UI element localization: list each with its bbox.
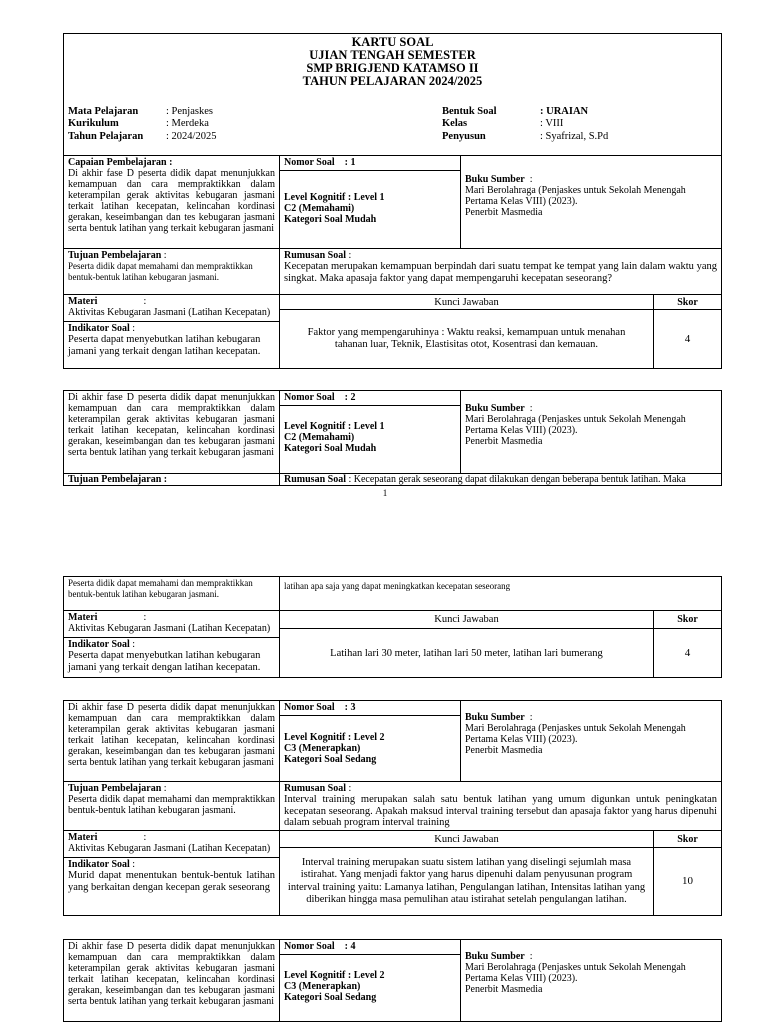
tp-text: Peserta didik dapat memahami dan mempraktikkan bentuk-bentuk latihan kebugaran jasmani. (68, 578, 253, 599)
bentuk-label: Bentuk Soal (442, 106, 497, 117)
soal1-materi-cell (63, 294, 280, 322)
materi-text: Aktivitas Kebugaran Jasmani (Latihan Kecepatan) (68, 623, 271, 634)
kurikulum-value: : Merdeka (166, 118, 209, 129)
c-level: C3 (Menerapkan) (284, 981, 361, 992)
soal2-materi-cell (63, 610, 280, 638)
nomor-value: : 3 (344, 702, 356, 713)
soal1-nomor-cell (279, 155, 461, 249)
buku-label: Buku Sumber (465, 712, 525, 723)
level-kognitif: Level Kognitif : Level 1 (284, 192, 385, 203)
kunci-text: Latihan lari 30 meter, latihan lari 50 meter, latihan lari bumerang (330, 647, 603, 659)
soal1-cp-cell (63, 155, 280, 249)
soal3-materi-cell (63, 830, 280, 858)
soal2-kunci-header: Kunci Jawaban (279, 610, 654, 629)
soal3-tp-cell: Tujuan Pembelajaran : Peserta didik dapat memahami dan mempraktikkan bentuk-bentuk latihan kebugaran jasmani. (63, 781, 280, 831)
soal3-skor-cell (653, 847, 722, 916)
soal3-indikator-cell: Indikator Soal : Murid dapat menentukan bentuk-bentuk latihan yang berkaitan dengan kecepan gerak seseorang (63, 857, 280, 916)
materi-label: Materi (68, 832, 98, 843)
soal1-skor-cell (653, 309, 722, 369)
buku-label: Buku Sumber (465, 174, 525, 185)
soal3-buku-cell (460, 700, 722, 782)
tp-text: Peserta didik dapat memahami dan mempraktikkan bentuk-bentuk latihan kebugaran jasmani. (68, 794, 275, 816)
nomor-label: Nomor Soal (284, 941, 335, 952)
soal3-cp-cell (63, 700, 280, 782)
rumusan-label: Rumusan Soal (284, 250, 346, 261)
nomor-value: : 2 (344, 392, 356, 403)
skor-value: 4 (684, 332, 691, 345)
penyusun-label: Penyusun (442, 131, 486, 142)
indikator-text: Peserta dapat menyebutkan latihan kebugaran jamani yang terkait dengan latihan kecepatan. (68, 650, 261, 673)
buku-text: Mari Berolahraga (Penjaskes untuk Sekolah Menengah Pertama Kelas VIII) (2023). (465, 723, 686, 745)
soal2-buku-cell (460, 390, 722, 474)
soal3-kunci-cell (279, 847, 654, 916)
buku-colon: : (529, 712, 533, 723)
buku-colon: : (529, 174, 533, 185)
bentuk-value: : URAIAN (540, 106, 589, 117)
tp-label: Tujuan Pembelajaran : (68, 474, 168, 485)
kelas-value: : VIII (540, 118, 564, 129)
c-level: C2 (Memahami) (284, 432, 355, 443)
soal2-skor-cell (653, 628, 722, 678)
indikator-text: Peserta dapat menyebutkan latihan kebugaran jamani yang terkait dengan latihan kecepatan. (68, 334, 261, 357)
nomor-divider (280, 715, 460, 716)
materi-text: Aktivitas Kebugaran Jasmani (Latihan Kecepatan) (68, 307, 271, 318)
cp-label: Capaian Pembelajaran : (68, 157, 173, 168)
level-kognitif: Level Kognitif : Level 1 (284, 421, 385, 432)
level-kognitif: Level Kognitif : Level 2 (284, 970, 385, 981)
c-level: C3 (Menerapkan) (284, 743, 361, 754)
c-level: C2 (Memahami) (284, 203, 355, 214)
soal1-indikator-cell: Indikator Soal : Peserta dapat menyebutkan latihan kebugaran jamani yang terkait dengan latihan kecepatan. (63, 321, 280, 369)
soal2-kunci-cell (279, 628, 654, 678)
cp-text: Di akhir fase D peserta didik dapat menunjukkan kemampuan dan cara mempraktikkan dalam keterampilan gerak aktivitas kebugaran jasmani terkait latihan kecepatan, kelincahan kordinasi gerakan, keseimbangan dan tes kebugaran jasmani serta bentuk latihan yang terkait kebugaran jasmani (68, 392, 275, 458)
kategori-soal: Kategori Soal Mudah (284, 443, 377, 454)
buku-label: Buku Sumber (465, 951, 525, 962)
soal2-skor-header: Skor (653, 610, 722, 629)
kategori-soal: Kategori Soal Sedang (284, 754, 377, 765)
buku-text: Mari Berolahraga (Penjaskes untuk Sekolah Menengah Pertama Kelas VIII) (2023). (465, 185, 686, 207)
soal1-skor-header: Skor (653, 294, 722, 310)
buku-publisher: Penerbit Masmedia (465, 436, 543, 447)
soal2-nomor-cell (279, 390, 461, 474)
soal4-cp-cell (63, 939, 280, 1022)
soal2-indikator-cell: Indikator Soal : Peserta dapat menyebutkan latihan kebugaran jamani yang terkait dengan latihan kecepatan. (63, 637, 280, 678)
title-school: SMP BRIGJEND KATAMSO II (306, 61, 479, 75)
soal3-skor-header: Skor (653, 830, 722, 848)
materi-colon: : (143, 296, 147, 307)
cp-text: Di akhir fase D peserta didik dapat menunjukkan kemampuan dan cara mempraktikkan dalam keterampilan gerak aktivitas kebugaran jasmani terkait latihan kecepatan, kelincahan kordinasi gerakan, keseimbangan dan tes kebugaran jasmani serta bentuk latihan yang terkait kebugaran jasmani (68, 702, 275, 768)
soal3-nomor-cell (279, 700, 461, 782)
nomor-value: : 1 (344, 157, 356, 168)
nomor-label: Nomor Soal (284, 157, 335, 168)
mapel-value: : Penjaskes (166, 106, 213, 117)
nomor-label: Nomor Soal (284, 392, 335, 403)
indikator-text: Murid dapat menentukan bentuk-bentuk latihan yang berkaitan dengan kecepan gerak seseorang (68, 870, 275, 893)
soal3-kunci-header: Kunci Jawaban (279, 830, 654, 848)
soal2-tp-cell (63, 576, 280, 611)
kategori-soal: Kategori Soal Mudah (284, 214, 377, 225)
materi-colon: : (143, 832, 147, 843)
title-tahun: TAHUN PELAJARAN 2024/2025 (302, 74, 483, 88)
kunci-text: Faktor yang mempengaruhinya : Waktu reaksi, kemampuan untuk menahan tahanan luar, Teknik, Elastisitas otot, Kosentrasi dan kemauan. (307, 326, 626, 350)
title-kartu-soal: KARTU SOAL (351, 35, 434, 49)
buku-text: Mari Berolahraga (Penjaskes untuk Sekolah Menengah Pertama Kelas VIII) (2023). (465, 414, 686, 436)
title-ujian: UJIAN TENGAH SEMESTER (309, 48, 476, 62)
kategori-soal: Kategori Soal Sedang (284, 992, 377, 1003)
mapel-label: Mata Pelajaran (68, 106, 139, 117)
nomor-value: : 4 (344, 941, 356, 952)
kurikulum-label: Kurikulum (68, 118, 119, 129)
tp-text: Peserta didik dapat memahami dan mempraktikkan bentuk-bentuk latihan kebugaran jasmani. (68, 261, 253, 282)
skor-value: 10 (682, 875, 693, 887)
nomor-divider (280, 405, 460, 406)
skor-value: 4 (684, 646, 691, 659)
materi-label: Materi (68, 296, 98, 307)
soal2-rumusan-cell (279, 576, 722, 611)
nomor-divider (280, 954, 460, 955)
materi-label: Materi (68, 612, 98, 623)
soal3-rumusan-cell: Rumusan Soal : Interval training merupakan salah satu bentuk latihan yang umum digunkan untuk peningkatan kecepatan seseorang. Apakah maksud interval training tersebut dan apasaja faktor yang harus dipenuhi dalam sebuah program interval training (279, 781, 722, 831)
buku-publisher: Penerbit Masmedia (465, 745, 543, 756)
cp-text: Di akhir fase D peserta didik dapat menunjukkan kemampuan dan cara mempraktikkan dalam keterampilan gerak aktivitas kebugaran jasmani terkait latihan kecepatan, kelincahan kordinasi gerakan, keseimbangan dan tes kebugaran jasmani serta bentuk latihan yang terkait kebugaran jasmani (68, 168, 275, 234)
buku-label: Buku Sumber (465, 403, 525, 414)
soal2-tp-cell-top (63, 473, 280, 486)
rumusan-text: Kecepatan merupakan kemampuan berpindah dari suatu tempat ke tempat yang lain dalam waktu yang singkat. Maka apasaja faktor yang dapat mempengaruhi kecepatan seseorang? (284, 261, 717, 284)
nomor-divider (280, 170, 460, 171)
buku-publisher: Penerbit Masmedia (465, 207, 543, 218)
kunci-text: Interval training merupakan suatu sistem latihan yang diselingi sejumlah masa istirahat. Yang menjadi faktor yang harus dipenuhi dalam penyusunan program interval training yaitu: Lamanya latihan, Pengulangan latihan, Intensitas latihan yang diberikan hingga masa pemulihan atau istirahat setelah pengulangan latihan. (287, 856, 646, 905)
header-box (63, 33, 722, 156)
materi-colon: : (143, 612, 147, 623)
buku-publisher: Penerbit Masmedia (465, 984, 543, 995)
rumusan-label: Rumusan Soal (284, 783, 346, 794)
buku-colon: : (529, 951, 533, 962)
tahun-value: : 2024/2025 (166, 131, 217, 142)
page-number: 1 (382, 488, 388, 498)
soal1-tp-cell: Tujuan Pembelajaran : Peserta didik dapat memahami dan mempraktikkan bentuk-bentuk latihan kebugaran jasmani. (63, 248, 280, 295)
level-kognitif: Level Kognitif : Level 2 (284, 732, 385, 743)
penyusun-value: : Syafrizal, S.Pd (540, 131, 609, 142)
rumusan-label: Rumusan Soal (284, 474, 346, 485)
tp-label: Tujuan Pembelajaran (68, 250, 162, 261)
rumusan-text: Interval training merupakan salah satu bentuk latihan yang umum digunkan untuk peningkatan kecepatan seseorang. Apakah maksud interval training tersebut dan apasaja faktor yang harus dipenuhi dalam sebuah program interval training (284, 794, 717, 828)
nomor-label: Nomor Soal (284, 702, 335, 713)
buku-colon: : (529, 403, 533, 414)
rumusan-text-a: : Kecepatan gerak seseorang dapat dilakukan dengan beberapa bentuk latihan. Maka (348, 474, 686, 485)
soal1-rumusan-cell: Rumusan Soal : Kecepatan merupakan kemampuan berpindah dari suatu tempat ke tempat yang lain dalam waktu yang singkat. Maka apasaja faktor yang dapat mempengaruhi kecepatan seseorang? (279, 248, 722, 295)
indikator-label: Indikator Soal (68, 323, 130, 334)
indikator-label: Indikator Soal (68, 859, 130, 870)
cp-text: Di akhir fase D peserta didik dapat menunjukkan kemampuan dan cara mempraktikkan dalam keterampilan gerak aktivitas kebugaran jasmani terkait latihan kecepatan, kelincahan kordinasi gerakan, keseimbangan dan tes kebugaran jasmani serta bentuk latihan yang terkait kebugaran jasmani (68, 941, 275, 1007)
rumusan-text-b: latihan apa saja yang dapat meningkatkan kecepatan seseorang (284, 581, 511, 591)
soal1-buku-cell (460, 155, 722, 249)
materi-text: Aktivitas Kebugaran Jasmani (Latihan Kecepatan) (68, 843, 271, 854)
soal2-cp-cell (63, 390, 280, 474)
soal2-rumusan-cell-top (279, 473, 722, 486)
buku-text: Mari Berolahraga (Penjaskes untuk Sekolah Menengah Pertama Kelas VIII) (2023). (465, 962, 686, 984)
soal4-buku-cell (460, 939, 722, 1022)
tp-label: Tujuan Pembelajaran (68, 783, 162, 794)
indikator-label: Indikator Soal (68, 639, 130, 650)
tahun-label: Tahun Pelajaran (68, 131, 144, 142)
soal1-kunci-cell (279, 309, 654, 369)
kelas-label: Kelas (442, 118, 468, 129)
soal1-kunci-header: Kunci Jawaban (279, 294, 654, 310)
soal4-nomor-cell (279, 939, 461, 1022)
